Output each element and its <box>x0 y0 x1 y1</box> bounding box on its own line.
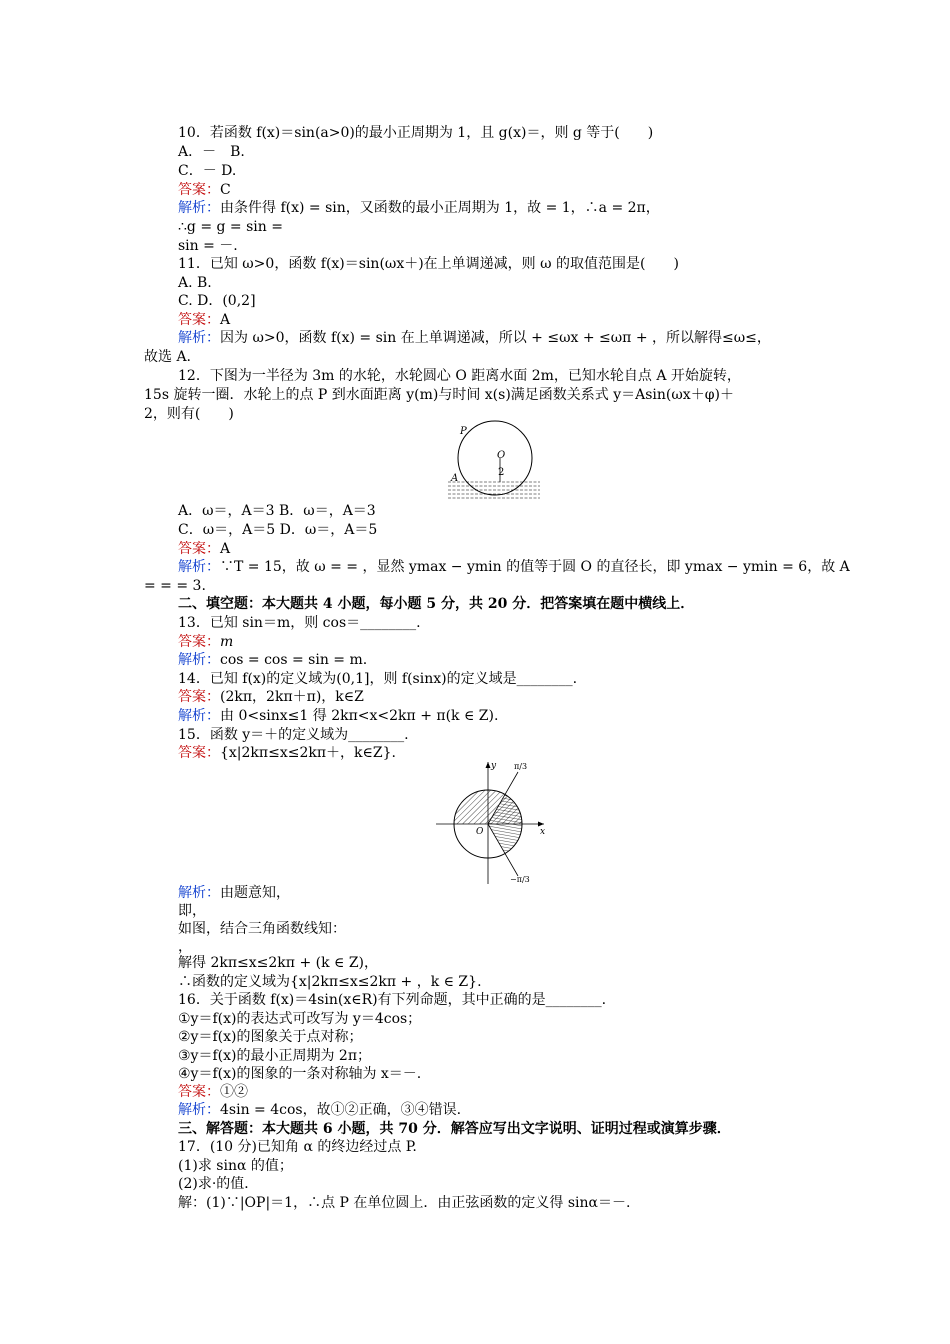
answer-value: m <box>220 634 234 650</box>
q17-part-2: (2)求·的值． <box>178 1176 259 1192</box>
analysis-label: 解析： <box>178 1102 220 1118</box>
label-x: x <box>540 827 546 837</box>
q16-proposition-3: ③y＝f(x)的最小正周期为 2π； <box>178 1048 372 1064</box>
q10-analysis-line2: ∴g = g = sin = <box>178 219 283 235</box>
q11-stem: 11．已知 ω>0，函数 f(x)＝sin(ωx＋)在上单调递减，则 ω 的取值范围是( ) <box>178 256 679 272</box>
analysis-label: 解析： <box>178 885 220 901</box>
analysis-label: 解析： <box>178 200 220 216</box>
answer-value: ①② <box>220 1084 248 1100</box>
analysis-label: 解析： <box>178 708 220 724</box>
analysis-label: 解析： <box>178 559 220 575</box>
label-A: A <box>451 473 459 484</box>
section-3-heading: 三、解答题：本大题共 6 小题，共 70 分．解答应写出文字说明、证明过程或演算步骤． <box>178 1121 731 1137</box>
answer-label: 答案： <box>178 541 220 557</box>
label-2: 2 <box>498 467 505 478</box>
label-pi-over-3: π/3 <box>514 762 528 771</box>
q11-analysis <box>178 329 771 348</box>
q17-stem: 17．(10 分)已知角 α 的终边经过点 P. <box>178 1139 417 1155</box>
q15-analysis <box>178 884 290 903</box>
answer-label: 答案： <box>178 745 220 761</box>
answer-label: 答案： <box>178 182 220 198</box>
q16-proposition-4: ④y＝f(x)的图象的一条对称轴为 x＝－. <box>178 1066 422 1082</box>
q15-stem: 15．函数 y＝＋的定义域为________. <box>178 727 409 743</box>
answer-value: C <box>220 182 231 198</box>
q12-stem-line1: 12．下图为一半径为 3m 的水轮，水轮圆心 O 距离水面 2m，已知水轮自点 A 开始旋转， <box>178 368 741 384</box>
q14-stem: 14．已知 f(x)的定义域为(0,1]，则 f(sinx)的定义域是________. <box>178 671 578 687</box>
q15-answer <box>178 744 396 763</box>
q10-analysis <box>178 199 660 218</box>
q17-part-1: (1)求 sinα 的值； <box>178 1158 293 1174</box>
q10-options-cd: C．－ D. <box>178 163 237 179</box>
analysis-text: 由 0<sinx≤1 得 2kπ<x<2kπ + π(k ∈ Z). <box>220 708 499 724</box>
answer-value: {x|2kπ≤x≤2kπ＋，k∈Z}. <box>220 745 396 761</box>
answer-value: A <box>220 541 231 557</box>
answer-label: 答案： <box>178 634 220 650</box>
q16-analysis <box>178 1101 461 1120</box>
q16-proposition-1: ①y＝f(x)的表达式可改写为 y＝4cos； <box>178 1011 422 1027</box>
q15-analysis-line2: 即， <box>178 903 206 919</box>
q13-analysis <box>178 651 367 670</box>
q12-options-cd: C．ω＝，A＝5 D．ω＝，A＝5 <box>178 522 378 538</box>
label-P: P <box>460 426 467 437</box>
label-O: O <box>476 827 484 837</box>
analysis-text: 由条件得 f(x) = sin，又函数的最小正周期为 1，故 = 1，∴a = 2π， <box>220 200 660 216</box>
label-y: y <box>491 761 497 771</box>
x-axis-arrow <box>538 822 544 827</box>
analysis-text: ∵T = 15，故 ω = = ，显然 ymax − ymin 的值等于圆 O 的直径长，即 ymax − ymin = 6，故 A <box>220 559 850 575</box>
answer-value: (2kπ，2kπ＋π)，k∈Z <box>220 689 364 705</box>
answer-label: 答案： <box>178 312 220 328</box>
q16-answer <box>178 1083 248 1102</box>
analysis-text: 4sin = 4cos，故①②正确，③④错误. <box>220 1102 462 1118</box>
q12-analysis-line2: = = = 3. <box>144 578 206 594</box>
section-2-heading: 二、填空题：本大题共 4 小题，每小题 5 分，共 20 分．把答案填在题中横线上． <box>178 596 695 612</box>
q12-analysis <box>178 558 850 577</box>
q11-options-cd: C. D．(0,2] <box>178 293 256 309</box>
q15-analysis-line4: ， <box>178 939 192 955</box>
q11-answer <box>178 311 230 330</box>
label-minus-pi-over-3: −π/3 <box>510 875 530 884</box>
q14-analysis <box>178 707 498 726</box>
q15-analysis-line3: 如图，结合三角函数线知： <box>178 921 346 937</box>
q10-analysis-line3: sin = －. <box>178 238 238 254</box>
unit-circle-figure <box>432 758 552 886</box>
analysis-text: 因为 ω>0，函数 f(x) = sin 在上单调递减，所以 + ≤ωx + ≤ωπ + ，所以解得≤ω≤， <box>220 330 771 346</box>
analysis-text: cos = cos = sin = m. <box>220 652 368 668</box>
q15-analysis-line5: 解得 2kπ≤x≤2kπ + (k ∈ Z)， <box>178 955 379 971</box>
wheel-circle <box>458 421 532 495</box>
q10-answer <box>178 181 231 200</box>
waterwheel-figure <box>440 420 545 505</box>
y-axis-arrow <box>486 762 491 768</box>
q11-options-ab: A. B. <box>178 275 212 291</box>
q16-stem: 16．关于函数 f(x)＝4sin(x∈R)有下列命题，其中正确的是________. <box>178 992 607 1008</box>
q12-options-ab: A．ω＝，A＝3 B．ω＝，A＝3 <box>178 503 376 519</box>
q15-analysis-line6: ∴函数的定义域为{x|2kπ≤x≤2kπ + ，k ∈ Z}. <box>178 974 482 990</box>
q12-stem-line2: 15s 旋转一圈．水轮上的点 P 到水面距离 y(m)与时间 x(s)满足函数关系式 y＝Asin(ωx＋φ)＋ <box>144 387 734 403</box>
q12-stem-line3: 2，则有( ) <box>144 406 234 422</box>
analysis-label: 解析： <box>178 652 220 668</box>
q16-proposition-2: ②y＝f(x)的图象关于点对称； <box>178 1029 363 1045</box>
analysis-label: 解析： <box>178 330 220 346</box>
q10-stem: 10．若函数 f(x)＝sin(a>0)的最小正周期为 1，且 g(x)＝，则 g 等于( ) <box>178 125 654 141</box>
q13-stem: 13．已知 sin＝m，则 cos＝________. <box>178 615 421 631</box>
label-O: O <box>497 450 506 461</box>
q10-options-ab: A．－ B. <box>178 144 245 160</box>
analysis-text: 由题意知， <box>220 885 290 901</box>
q11-analysis-line2: 故选 A. <box>144 349 192 365</box>
answer-label: 答案： <box>178 1084 220 1100</box>
q13-answer <box>178 633 233 652</box>
water-surface <box>448 482 540 498</box>
q17-solution: 解：(1)∵|OP|＝1，∴点 P 在单位圆上．由正弦函数的定义得 sinα＝－. <box>178 1195 631 1211</box>
q14-answer <box>178 688 364 707</box>
q12-answer <box>178 540 230 559</box>
answer-label: 答案： <box>178 689 220 705</box>
answer-value: A <box>220 312 231 328</box>
